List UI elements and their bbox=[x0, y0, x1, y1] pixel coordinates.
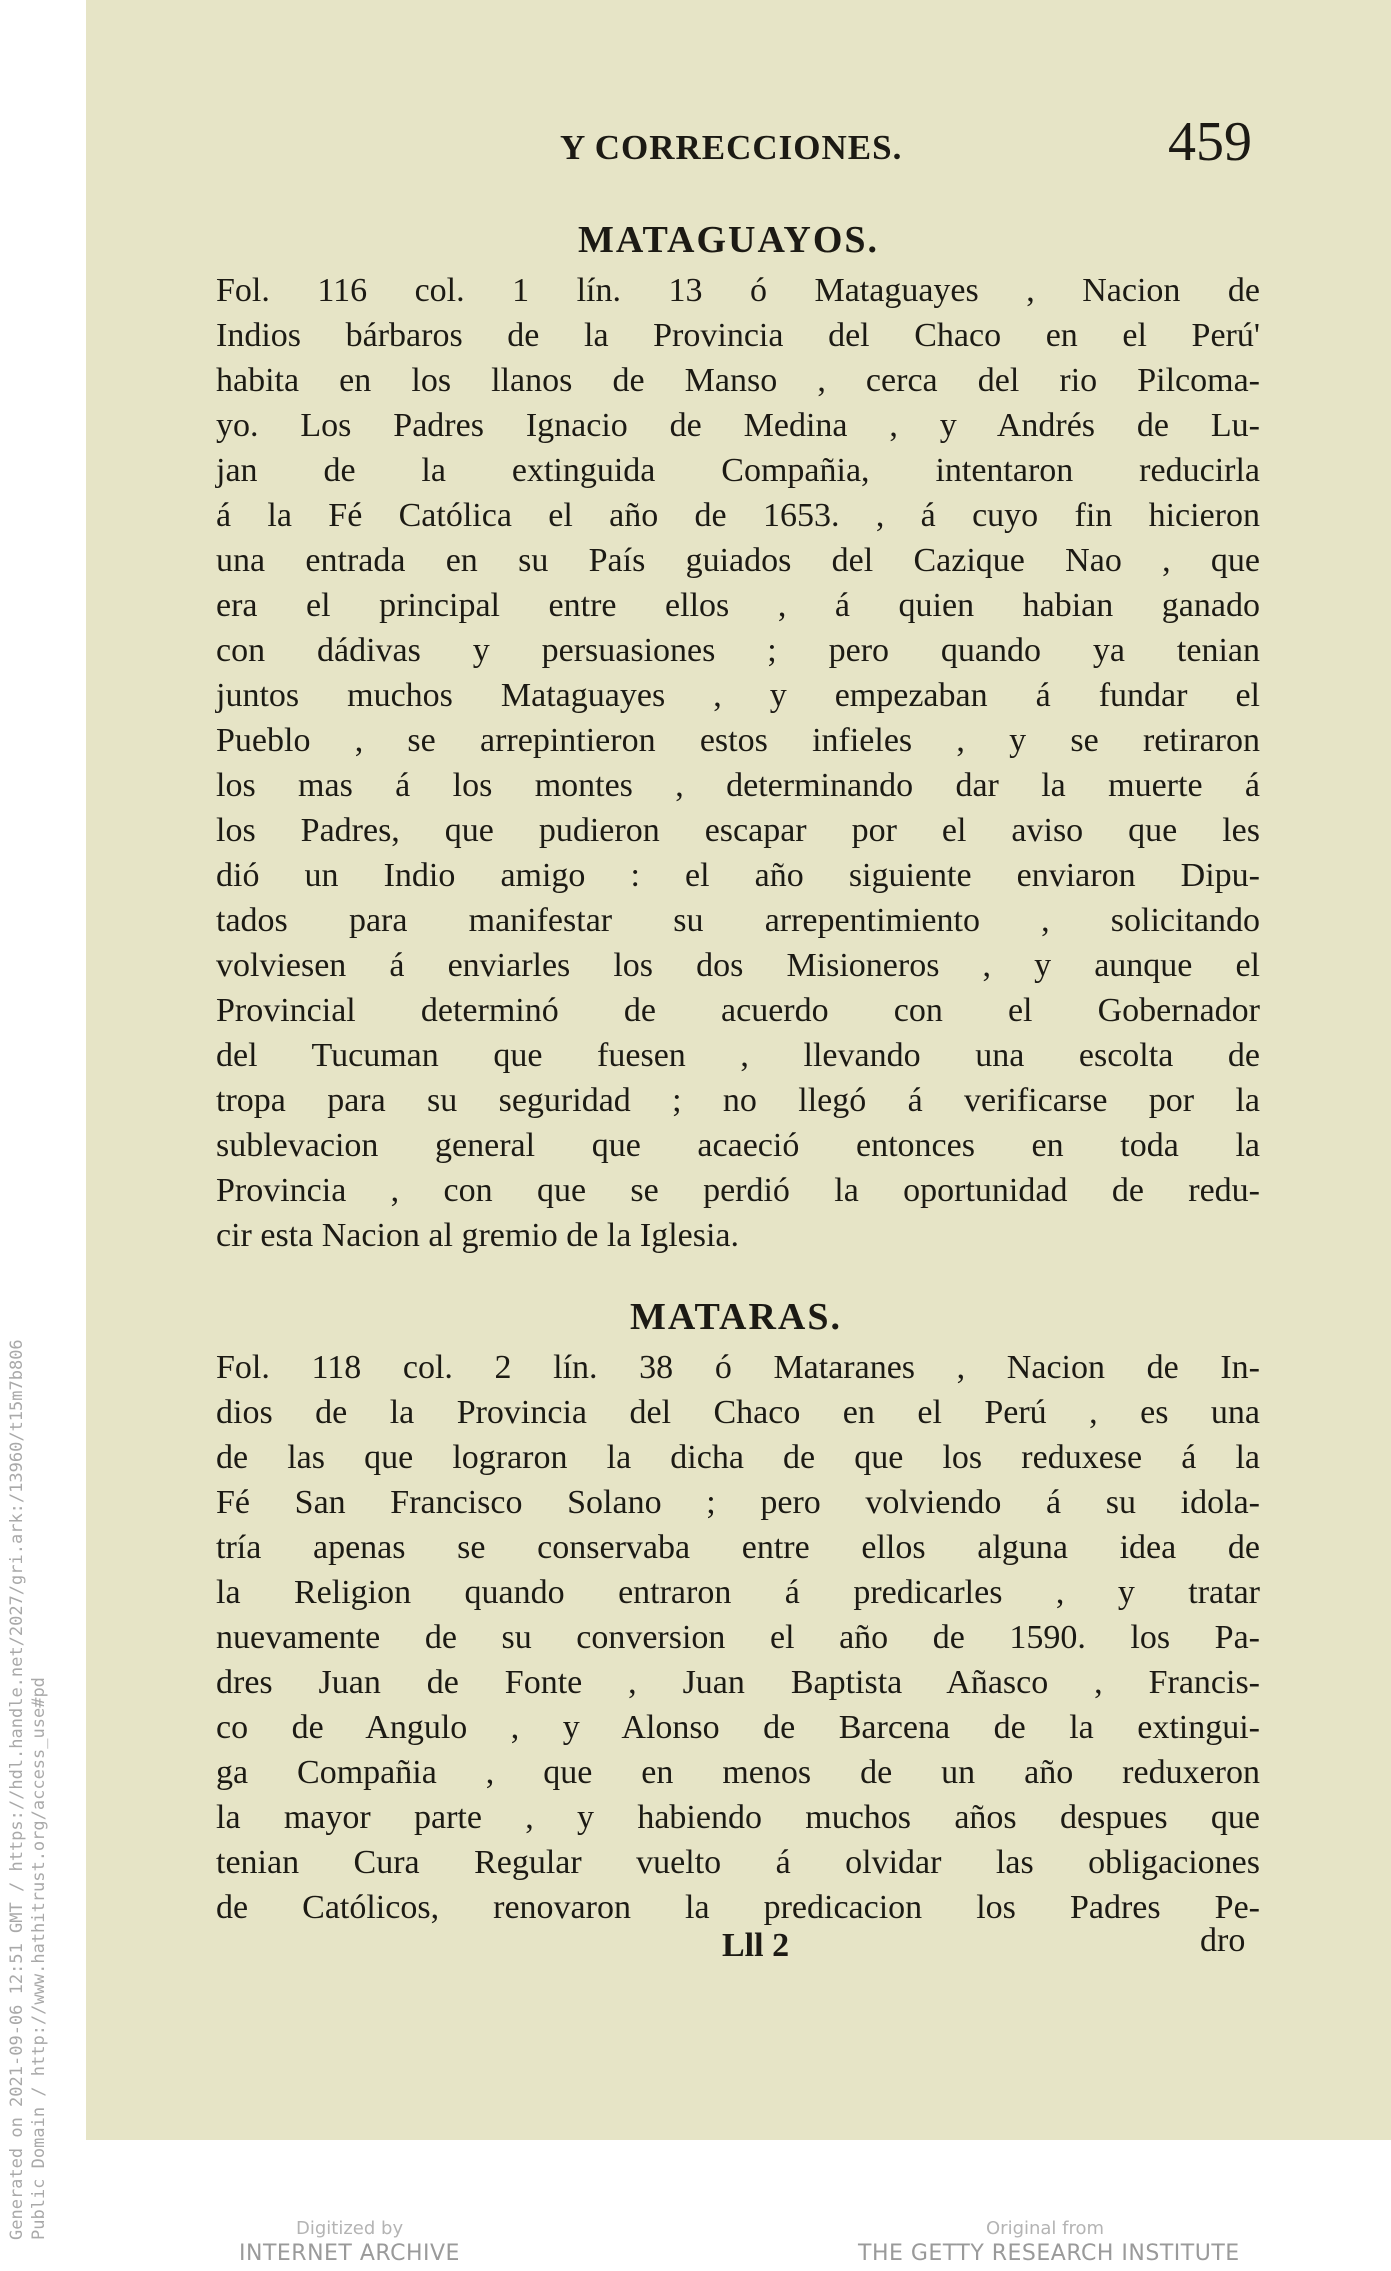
side-watermark bbox=[6, 1339, 50, 2240]
text-line: Fé San Francisco Solano ; pero volviendo á su idola- bbox=[216, 1484, 1260, 1521]
page-number: 459 bbox=[1168, 111, 1252, 173]
catchword: dro bbox=[1200, 1922, 1246, 1959]
text-line: Fol. 116 col. 1 lín. 13 ó Mataguayes , Nacion de bbox=[216, 272, 1260, 309]
section-title-mataras: MATARAS. bbox=[630, 1296, 842, 1338]
text-line: con dádivas y persuasiones ; pero quando ya tenian bbox=[216, 632, 1260, 669]
text-line: co de Angulo , y Alonso de Barcena de la extingui- bbox=[216, 1709, 1260, 1746]
text-line: tropa para su seguridad ; no llegó á verificarse por la bbox=[216, 1082, 1260, 1119]
original-from-label: Original from bbox=[986, 2218, 1105, 2239]
text-line: tría apenas se conservaba entre ellos alguna idea de bbox=[216, 1529, 1260, 1566]
running-head: Y CORRECCIONES. bbox=[560, 128, 903, 167]
getty-research-institute-label: THE GETTY RESEARCH INSTITUTE bbox=[858, 2241, 1240, 2266]
text-line: sublevacion general que acaeció entonces en toda la bbox=[216, 1127, 1260, 1164]
watermark-line-generated: Generated on 2021-09-06 12:51 GMT / https://hdl.handle.net/2027/gri.ark:/13960/t15m7b806 bbox=[7, 1339, 27, 2240]
text-line: juntos muchos Mataguayes , y empezaban á fundar el bbox=[216, 677, 1260, 714]
text-line: tados para manifestar su arrepentimiento , solicitando bbox=[216, 902, 1260, 939]
text-line: dió un Indio amigo : el año siguiente enviaron Dipu- bbox=[216, 857, 1260, 894]
text-line: era el principal entre ellos , á quien habian ganado bbox=[216, 587, 1260, 624]
internet-archive-label: INTERNET ARCHIVE bbox=[239, 2241, 460, 2266]
text-line: á la Fé Católica el año de 1653. , á cuyo fin hicieron bbox=[216, 497, 1260, 534]
text-line: Provincia , con que se perdió la oportunidad de redu- bbox=[216, 1172, 1260, 1209]
signature-mark: Lll 2 bbox=[722, 1927, 790, 1964]
text-line: nuevamente de su conversion el año de 1590. los Pa- bbox=[216, 1619, 1260, 1656]
section-body-mataras bbox=[216, 1345, 1260, 1930]
text-line: dres Juan de Fonte , Juan Baptista Añasco , Francis- bbox=[216, 1664, 1260, 1701]
text-line: la mayor parte , y habiendo muchos años despues que bbox=[216, 1799, 1260, 1836]
section-body-mataguayos bbox=[216, 268, 1260, 1258]
text-line: cir esta Nacion al gremio de la Iglesia. bbox=[216, 1217, 739, 1254]
text-line: los mas á los montes , determinando dar la muerte á bbox=[216, 767, 1260, 804]
text-line: una entrada en su País guiados del Cazique Nao , que bbox=[216, 542, 1260, 579]
text-line: volviesen á enviarles los dos Misioneros , y aunque el bbox=[216, 947, 1260, 984]
text-line: la Religion quando entraron á predicarles , y tratar bbox=[216, 1574, 1260, 1611]
text-line: del Tucuman que fuesen , llevando una escolta de bbox=[216, 1037, 1260, 1074]
section-title-mataguayos: MATAGUAYOS. bbox=[578, 219, 880, 261]
text-line: los Padres, que pudieron escapar por el aviso que les bbox=[216, 812, 1260, 849]
text-line: Fol. 118 col. 2 lín. 38 ó Mataranes , Nacion de In- bbox=[216, 1349, 1260, 1386]
digitized-by-label: Digitized by bbox=[296, 2218, 404, 2239]
text-line: dios de la Provincia del Chaco en el Perú , es una bbox=[216, 1394, 1260, 1431]
text-line: jan de la extinguida Compañia, intentaron reducirla bbox=[216, 452, 1260, 489]
text-line: habita en los llanos de Manso , cerca del rio Pilcoma- bbox=[216, 362, 1260, 399]
text-line: Provincial determinó de acuerdo con el Gobernador bbox=[216, 992, 1260, 1029]
text-line: de Católicos, renovaron la predicacion los Padres Pe- bbox=[216, 1889, 1260, 1926]
text-line: Pueblo , se arrepintieron estos infieles , y se retiraron bbox=[216, 722, 1260, 759]
text-line: de las que lograron la dicha de que los reduxese á la bbox=[216, 1439, 1260, 1476]
watermark-line-license: Public Domain / http://www.hathitrust.org/access_use#pd bbox=[29, 1677, 49, 2240]
text-line: yo. Los Padres Ignacio de Medina , y Andrés de Lu- bbox=[216, 407, 1260, 444]
text-line: ga Compañia , que en menos de un año reduxeron bbox=[216, 1754, 1260, 1791]
text-line: tenian Cura Regular vuelto á olvidar las obligaciones bbox=[216, 1844, 1260, 1881]
text-line: Indios bárbaros de la Provincia del Chaco en el Perú' bbox=[216, 317, 1260, 354]
